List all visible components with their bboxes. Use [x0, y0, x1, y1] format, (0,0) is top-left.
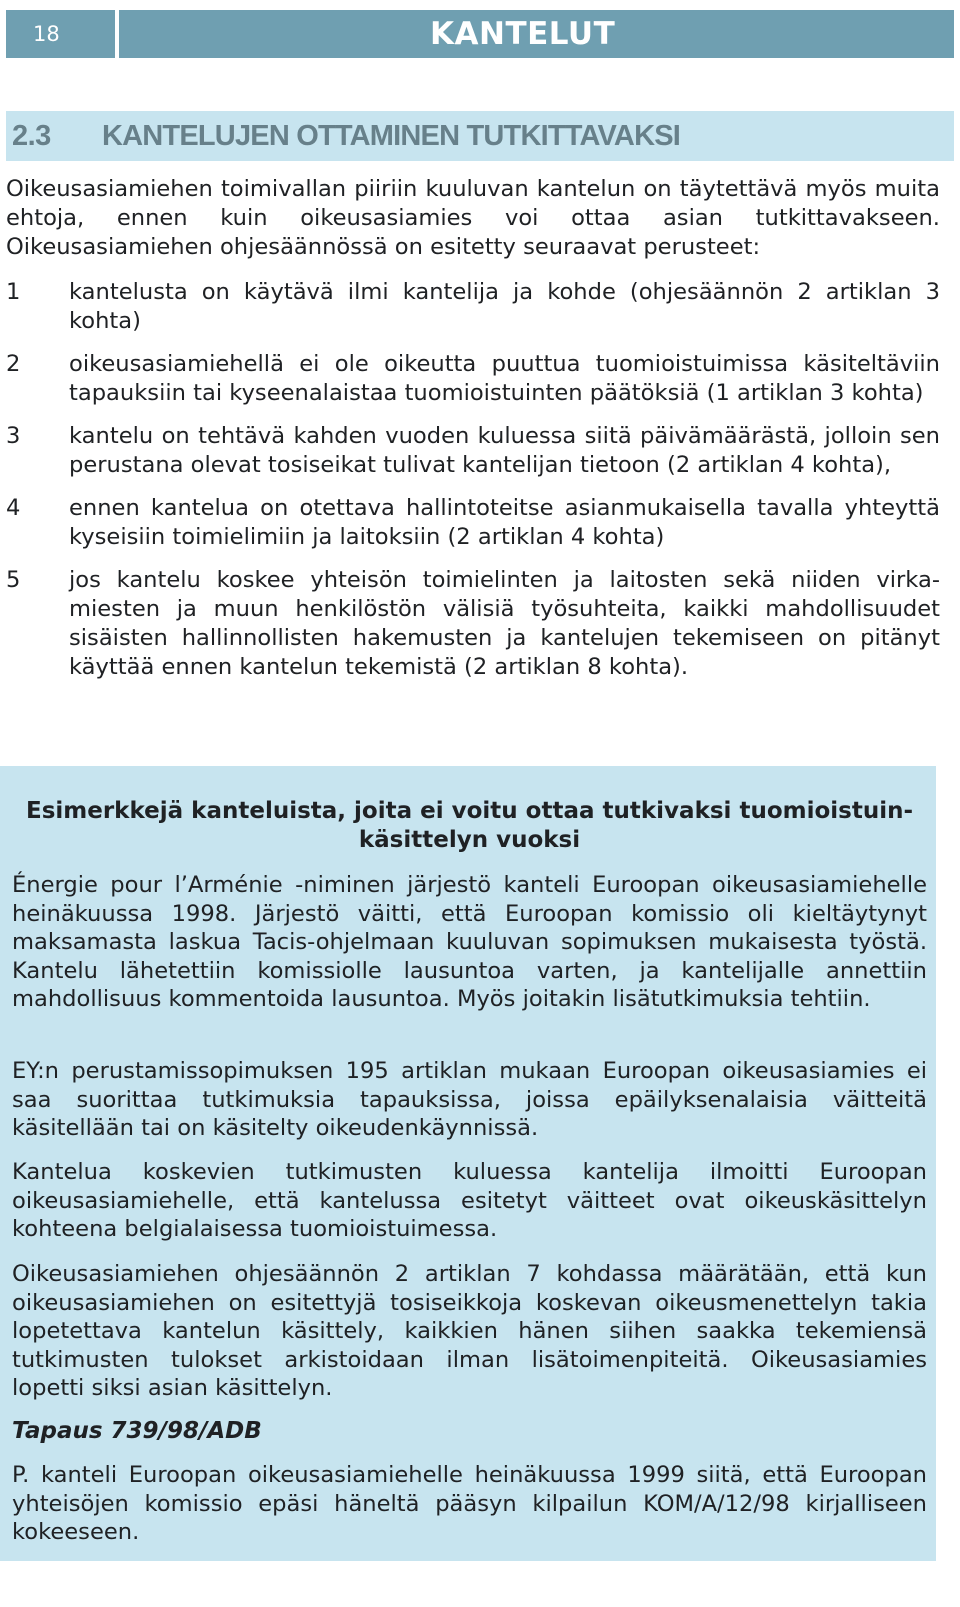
list-item — [6, 494, 940, 552]
box-paragraph: Énergie pour l’Arménie -niminen järjestö kanteli Euroopan oikeusasiamiehelle heinäkuussa 1998. Järjestö väitti, että Euroopan komissio oli kieltäytynyt maksamasta laskua Tacis-ohjelmaan kuuluvan sopimuksen mukaisesta työstä. Kantelu lähetettiin komissiolle lausuntoa varten, ja kantelijalle annettiin mahdollisuus kommentoida lausuntoa. Myös joitakin lisätutkimuksia tehtiin. — [12, 872, 927, 1012]
chapter-title: KANTELUT — [119, 10, 954, 58]
case-paragraph: P. kanteli Euroopan oikeusasiamiehelle heinäkuussa 1999 siitä, että Euroopan yhteisöjen komissio epäsi häneltä pääsyn kilpailun KOM/A/12/98 kirjalliseen kokeeseen. — [12, 1462, 927, 1545]
case-title: Tapaus 739/98/ADB — [12, 1418, 262, 1444]
page-number: 18 — [6, 10, 115, 58]
list-item-text: kantelu on tehtävä kahden vuoden kuluessa siitä päivämäärästä, jolloin sen perustana olevat tosiseikat tulivat kantelijan tietoon (2 artiklan 4 kohta), — [69, 423, 940, 478]
criteria-list — [6, 278, 940, 682]
list-item-text: kantelusta on käytävä ilmi kantelija ja kohde (ohjesäännön 2 artiklan 3 kohta) — [69, 279, 940, 334]
list-item-text: oikeusasiamiehellä ei ole oikeutta puuttua tuomioistuimissa käsiteltäviin tapauksiin tai kyseenalaistaa tuomioistuinten päätöksiä (1 artiklan 3 kohta) — [69, 351, 940, 406]
list-item — [6, 278, 940, 336]
intro-paragraph: Oikeusasiamiehen toimivallan piiriin kuuluvan kantelun on täytettävä myös muita ehtoja, ennen kuin oikeusasiamies voi ottaa asian tutkittavakseen. Oikeusasiamiehen ohjesäännössä on esitetty seuraavat perusteet: — [6, 176, 940, 260]
section-title: KANTELUJEN OTTAMINEN TUTKITTAVAKSI — [102, 119, 681, 152]
list-item-text: ennen kantelua on otettava hallintoteitse asianmukaisella tavalla yhteyttä kyseisiin toimielimiin ja laitoksiin (2 artiklan 4 kohta) — [69, 495, 940, 550]
box-title: Esimerkkejä kanteluista, joita ei voitu ottaa tutkivaksi tuomioistuinkäsittelyn vuoksi — [25, 798, 914, 853]
box-paragraph: Oikeusasiamiehen ohjesäännön 2 artiklan 7 kohdassa määrätään, että kun oikeusasiamiehen on esitettyjä tosiseikkoja koskevan oikeusmenettelyn takia lopetettava kantelun käsittely, kaikkien hänen siihen saakka tekemiensä tutkimusten tulokset arkistoidaan ilman lisätoimenpiteitä. Oikeusasiamies lopetti siksi asian käsittelyn. — [12, 1261, 927, 1401]
list-item — [6, 350, 940, 408]
box-paragraph: EY:n perustamissopimuksen 195 artiklan mukaan Euroopan oikeusasiamies ei saa suorittaa tutkimuksia tapauksissa, joissa epäilyksenalaisia väitteitä käsitellään tai on käsitelty oikeudenkäynnissä. — [12, 1058, 927, 1141]
list-item-number: 3 — [6, 423, 21, 449]
list-item — [6, 566, 940, 682]
section-heading — [6, 111, 954, 161]
list-item-number: 1 — [6, 279, 21, 305]
list-item-number: 4 — [6, 495, 21, 521]
list-item-number: 5 — [6, 567, 21, 593]
list-item-number: 2 — [6, 351, 21, 377]
list-item-text: jos kantelu koskee yhteisön toimielinten ja laitosten sekä niiden virkamiesten ja muun henkilöstön välisiä työsuhteita, kaikki mahdollisuudet sisäisten hallinnollisten hakemusten ja kantelujen tekemiseen on pitänyt käyttää ennen kantelun tekemistä (2 artiklan 8 kohta). — [69, 567, 940, 680]
list-item — [6, 422, 940, 480]
section-number: 2.3 — [12, 119, 51, 152]
box-paragraph: Kantelua koskevien tutkimusten kuluessa kantelija ilmoitti Euroopan oikeusasiamiehelle, että kantelussa esitetyt väitteet ovat oikeuskäsittelyn kohteena belgialaisessa tuomioistuimessa. — [12, 1159, 927, 1242]
